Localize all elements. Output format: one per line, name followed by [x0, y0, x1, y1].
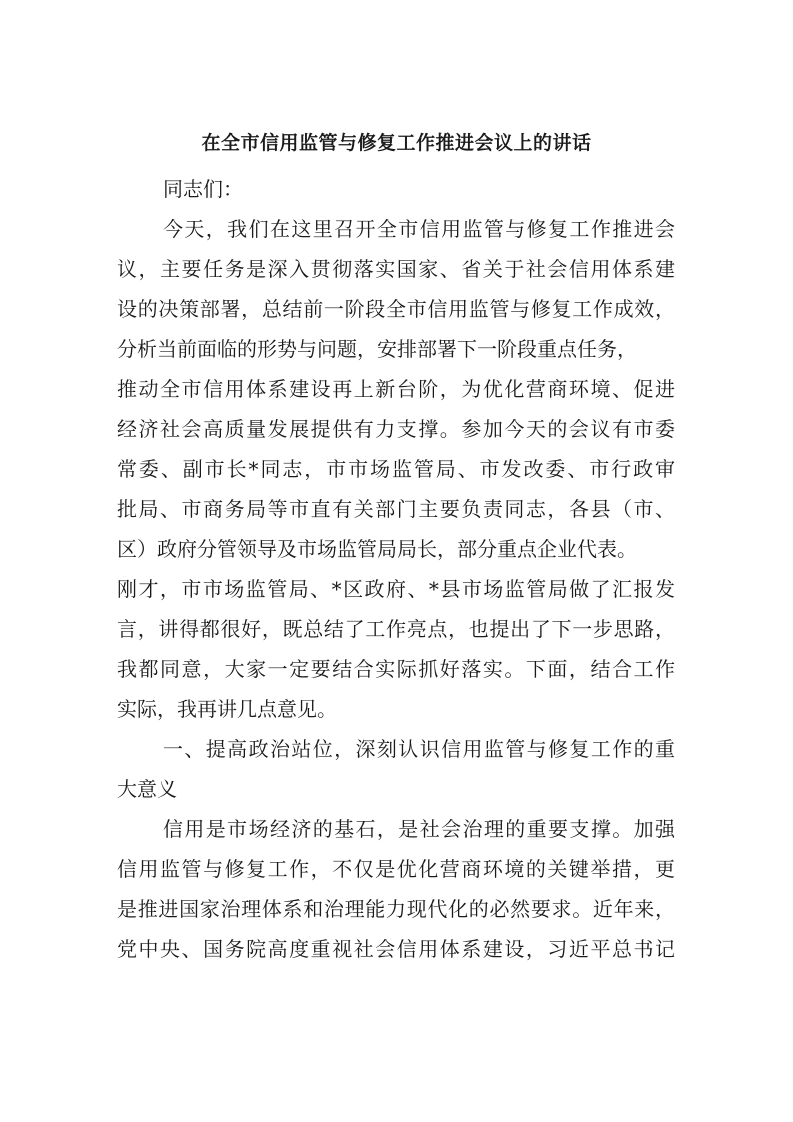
- body-line: 刚才，市市场监管局、*区政府、*县市场监管局做了汇报发: [117, 577, 675, 601]
- body-line: 区）政府分管领导及市场监管局局长，部分重点企业代表。: [117, 537, 637, 561]
- body-line: 实际，我再讲几点意见。: [117, 697, 337, 721]
- body-line: 言，讲得都很好，既总结了工作亮点，也提出了下一步思路，: [117, 617, 675, 641]
- body-line: 党中央、国务院高度重视社会信用体系建设，习近平总书记: [117, 937, 675, 961]
- body-line: 是推进国家治理体系和治理能力现代化的必然要求。近年来，: [117, 897, 675, 921]
- body-line: 信用是市场经济的基石，是社会治理的重要支撑。加强: [163, 817, 675, 841]
- body-line: 批局、市商务局等市直有关部门主要负责同志，各县（市、: [117, 497, 675, 521]
- body-line: 一、提高政治站位，深刻认识信用监管与修复工作的重: [163, 737, 675, 761]
- body-line: 同志们：: [163, 177, 243, 201]
- body-line: 信用监管与修复工作，不仅是优化营商环境的关键举措，更: [117, 857, 675, 881]
- document-body: [117, 169, 675, 969]
- body-line: 大意义: [117, 777, 177, 801]
- body-line: 常委、副市长*同志，市市场监管局、市发改委、市行政审: [117, 457, 675, 481]
- body-line: 分析当前面临的形势与问题，安排部署下一阶段重点任务，: [117, 337, 637, 361]
- body-line: 今天，我们在这里召开全市信用监管与修复工作推进会: [163, 217, 675, 241]
- body-line: 我都同意，大家一定要结合实际抓好落实。下面，结合工作: [117, 657, 675, 681]
- body-line: 议，主要任务是深入贯彻落实国家、省关于社会信用体系建: [117, 257, 675, 281]
- document-title: 在全市信用监管与修复工作推进会议上的讲话: [201, 132, 592, 154]
- body-line: 推动全市信用体系建设再上新台阶，为优化营商环境、促进: [117, 377, 675, 401]
- body-line: 设的决策部署，总结前一阶段全市信用监管与修复工作成效，: [117, 297, 675, 321]
- body-line: 经济社会高质量发展提供有力支撑。参加今天的会议有市委: [117, 417, 675, 441]
